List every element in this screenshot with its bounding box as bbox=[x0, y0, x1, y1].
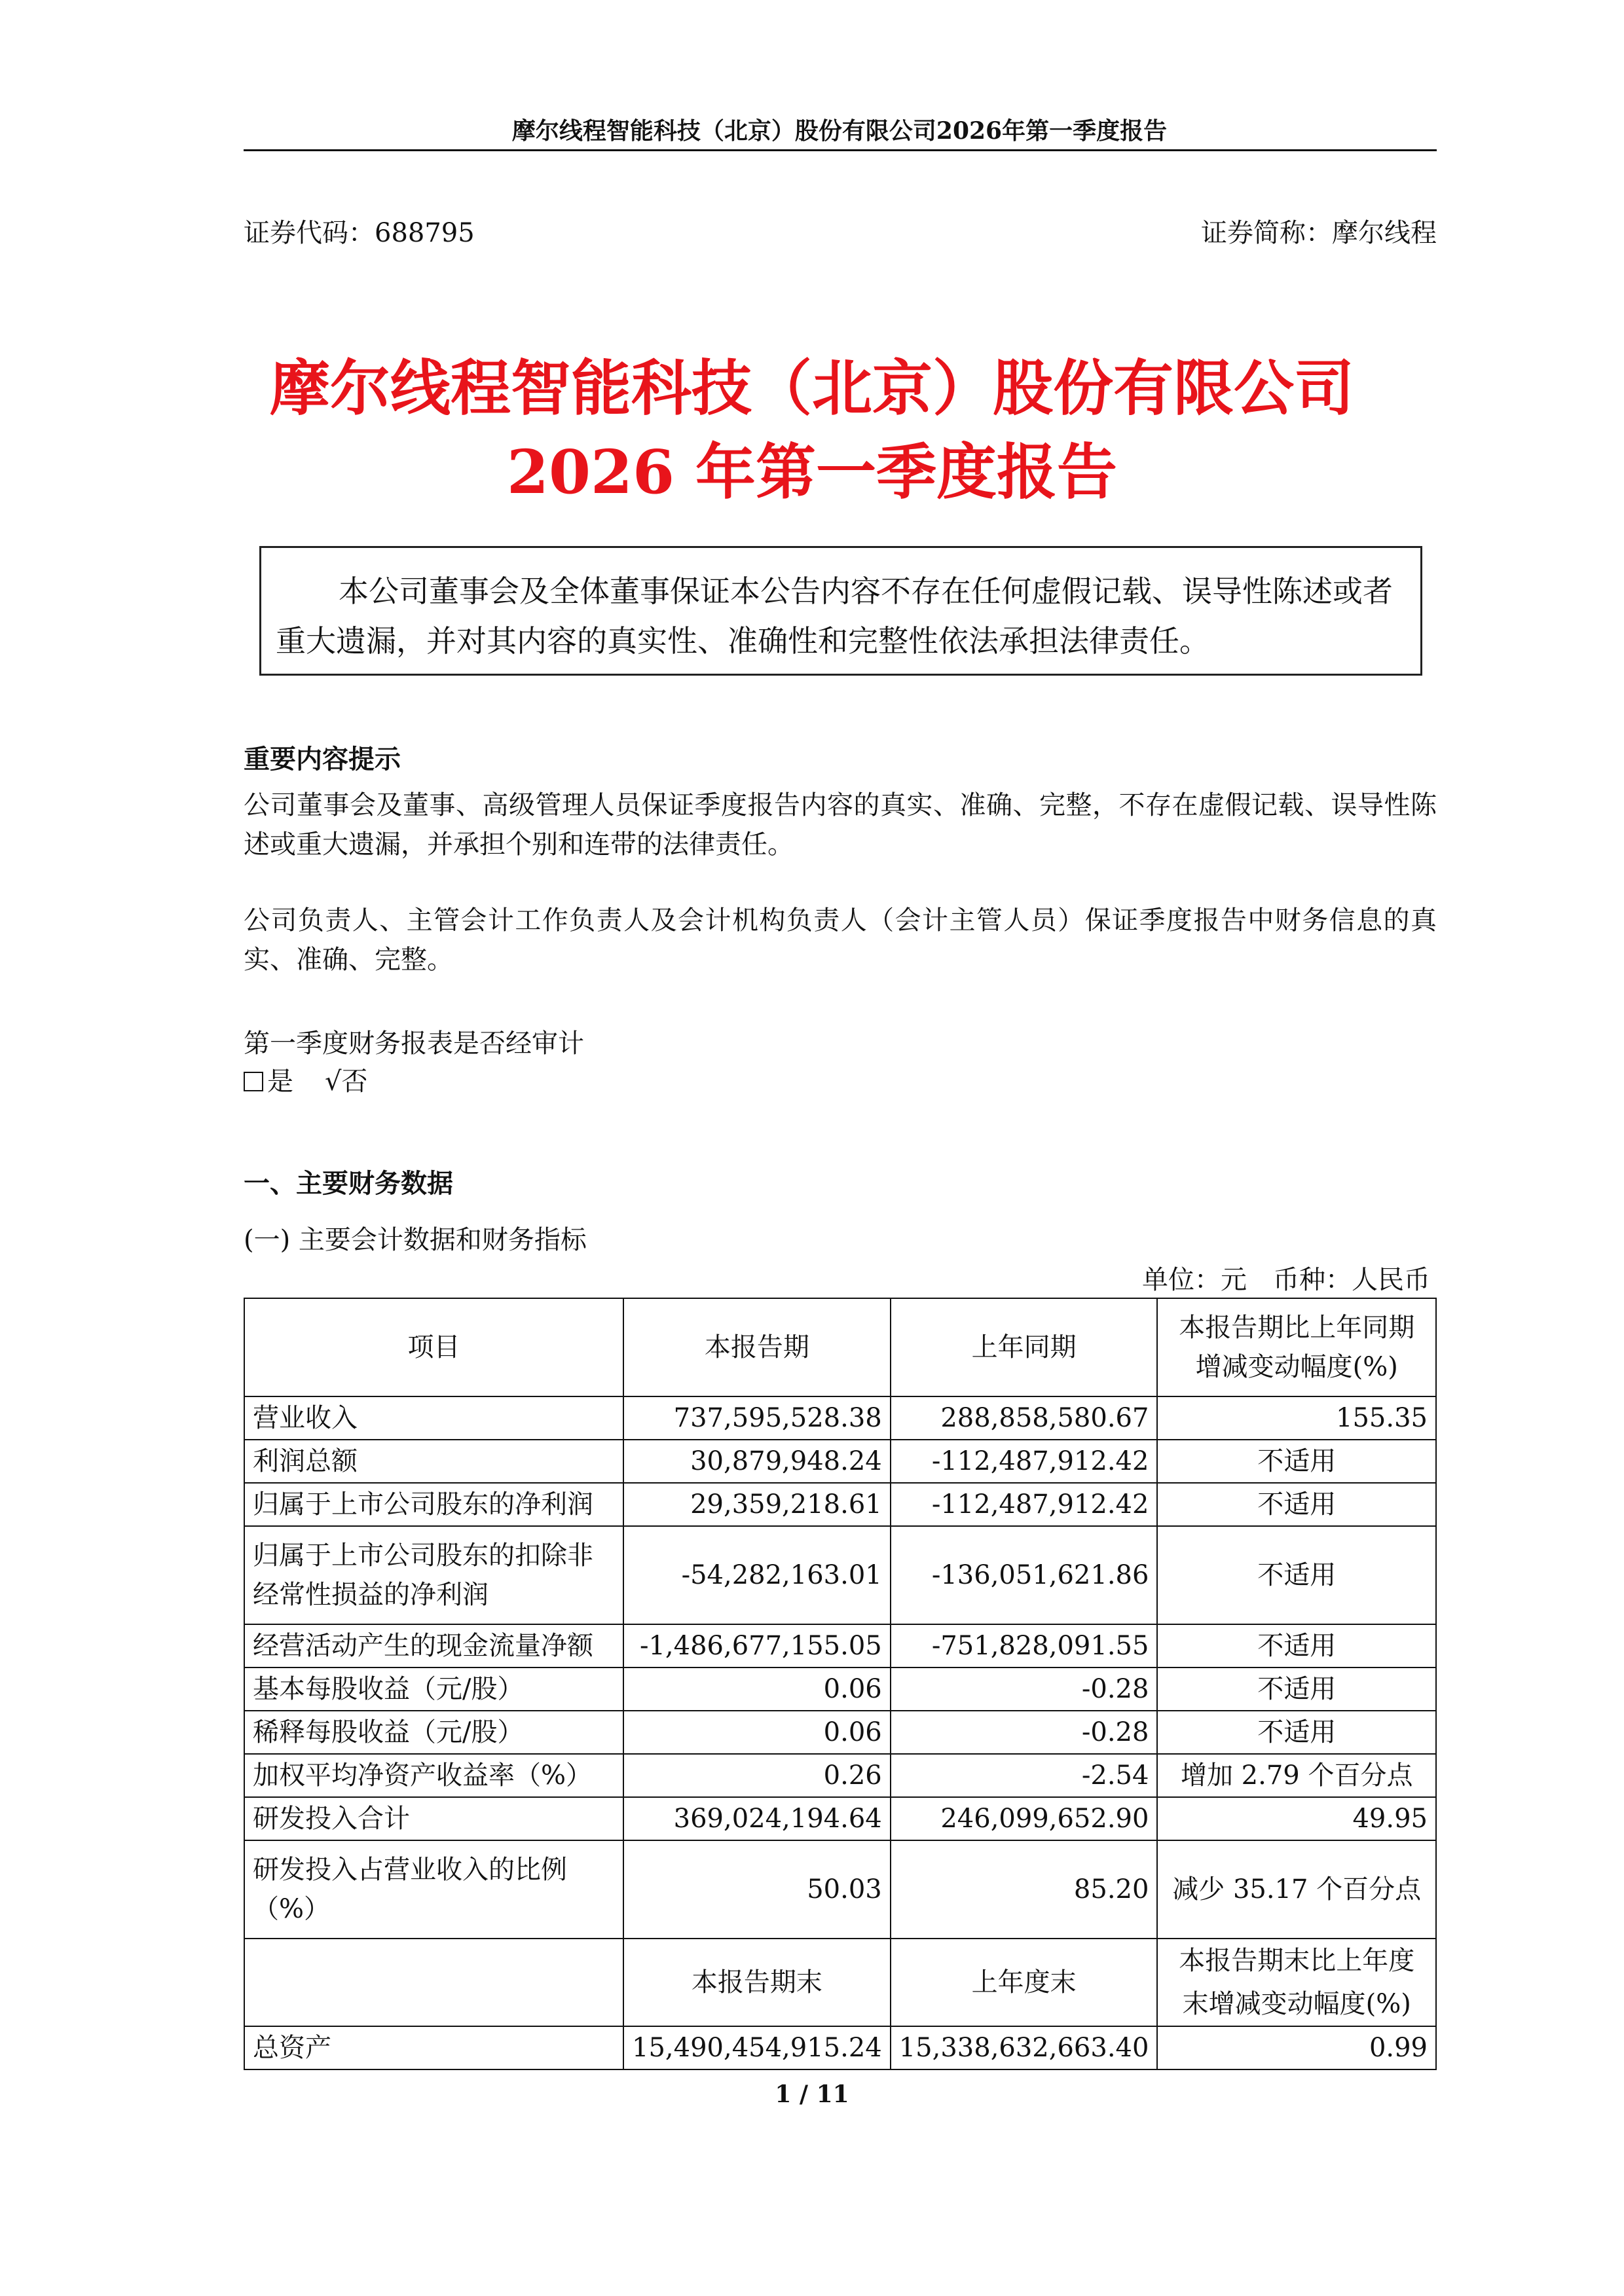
table-row bbox=[244, 1526, 1436, 1624]
audit-question: 第一季度财务报表是否经审计 bbox=[244, 1029, 584, 1059]
page-header-title: 摩尔线程智能科技（北京）股份有限公司2026年第一季度报告 bbox=[511, 117, 1168, 145]
table-cell: 增加 2.79 个百分点 bbox=[1157, 1754, 1436, 1797]
table-cell: 15,338,632,663.40 bbox=[891, 2026, 1158, 2069]
table-cell: 稀释每股收益（元/股） bbox=[244, 1711, 623, 1754]
table-cell: 不适用 bbox=[1157, 1526, 1436, 1624]
table-cell: 155.35 bbox=[1157, 1396, 1436, 1440]
table-header-cell bbox=[244, 1939, 623, 2026]
table-row bbox=[244, 1711, 1436, 1754]
table-cell: 总资产 bbox=[244, 2026, 623, 2069]
table-cell: 经营活动产生的现金流量净额 bbox=[244, 1624, 623, 1667]
table-cell: 利润总额 bbox=[244, 1440, 623, 1483]
table-cell: 0.26 bbox=[623, 1754, 891, 1797]
table-cell: 15,490,454,915.24 bbox=[623, 2026, 891, 2069]
table-cell: 不适用 bbox=[1157, 1483, 1436, 1526]
board-notice-box bbox=[259, 546, 1422, 676]
table-cell: -2.54 bbox=[891, 1754, 1158, 1797]
page-number: 1 / 11 bbox=[775, 2081, 849, 2108]
table-cell: -0.28 bbox=[891, 1711, 1158, 1754]
table-row bbox=[244, 1667, 1436, 1711]
table-cell: 0.06 bbox=[623, 1711, 891, 1754]
table-cell: -54,282,163.01 bbox=[623, 1526, 891, 1624]
table-cell: 246,099,652.90 bbox=[891, 1797, 1158, 1840]
header-divider bbox=[244, 149, 1437, 151]
table-row bbox=[244, 1797, 1436, 1840]
security-short-name: 证券简称：摩尔线程 bbox=[1201, 218, 1437, 248]
table-row bbox=[244, 1754, 1436, 1797]
table-cell: 不适用 bbox=[1157, 1440, 1436, 1483]
table-cell: 基本每股收益（元/股） bbox=[244, 1667, 623, 1711]
table-header-cell: 本报告期 bbox=[623, 1298, 891, 1396]
option-yes-label: 是 bbox=[267, 1066, 293, 1097]
table-cell: 30,879,948.24 bbox=[623, 1440, 891, 1483]
section1-heading: 一、主要财务数据 bbox=[244, 1168, 453, 1199]
highlights-paragraph-1: 公司董事会及董事、高级管理人员保证季度报告内容的真实、准确、完整，不存在虚假记载、误导性陈述或重大遗漏，并承担个别和连带的法律责任。 bbox=[244, 790, 1437, 860]
table-row bbox=[244, 1440, 1436, 1483]
table-cell: 0.99 bbox=[1157, 2026, 1436, 2069]
table-cell: -112,487,912.42 bbox=[891, 1483, 1158, 1526]
security-code: 证券代码：688795 bbox=[244, 218, 475, 248]
table-header-cell: 上年度末 bbox=[891, 1939, 1158, 2026]
table-cell: 归属于上市公司股东的净利润 bbox=[244, 1483, 623, 1526]
table-header-cell: 本报告期末 bbox=[623, 1939, 891, 2026]
table-header-cell: 本报告期比上年同期增减变动幅度(%) bbox=[1157, 1298, 1436, 1396]
table-cell: 不适用 bbox=[1157, 1667, 1436, 1711]
highlights-heading: 重要内容提示 bbox=[244, 744, 401, 774]
audit-options bbox=[244, 1061, 368, 1098]
table-cell: 不适用 bbox=[1157, 1711, 1436, 1754]
unit-currency-note: 单位：元 币种：人民币 bbox=[1142, 1265, 1430, 1295]
table-cell: 研发投入合计 bbox=[244, 1797, 623, 1840]
table-header-cell: 上年同期 bbox=[891, 1298, 1158, 1396]
table-cell: -136,051,621.86 bbox=[891, 1526, 1158, 1624]
table-row bbox=[244, 1624, 1436, 1667]
section1-subheading: (一) 主要会计数据和财务指标 bbox=[244, 1225, 587, 1255]
table-cell: 减少 35.17 个百分点 bbox=[1157, 1840, 1436, 1939]
table-cell: 29,359,218.61 bbox=[623, 1483, 891, 1526]
checkbox-yes-icon bbox=[244, 1072, 263, 1091]
table-cell: 加权平均净资产收益率（%） bbox=[244, 1754, 623, 1797]
table-cell: 50.03 bbox=[623, 1840, 891, 1939]
board-notice-text: 本公司董事会及全体董事保证本公告内容不存在任何虚假记载、误导性陈述或者重大遗漏，并对其内容的真实性、准确性和完整性依法承担法律责任。 bbox=[276, 574, 1393, 659]
table-cell: -0.28 bbox=[891, 1667, 1158, 1711]
table-cell: -1,486,677,155.05 bbox=[623, 1624, 891, 1667]
table-cell: 737,595,528.38 bbox=[623, 1396, 891, 1440]
table-cell: 0.06 bbox=[623, 1667, 891, 1711]
highlights-paragraph-2: 公司负责人、主管会计工作负责人及会计机构负责人（会计主管人员）保证季度报告中财务信息的真实、准确、完整。 bbox=[244, 905, 1437, 975]
report-title-company: 摩尔线程智能科技（北京）股份有限公司 bbox=[269, 353, 1354, 424]
table-cell: 369,024,194.64 bbox=[623, 1797, 891, 1840]
table-row bbox=[244, 1840, 1436, 1939]
table-cell: 研发投入占营业收入的比例（%） bbox=[244, 1840, 623, 1939]
table-cell: -112,487,912.42 bbox=[891, 1440, 1158, 1483]
table-cell: 85.20 bbox=[891, 1840, 1158, 1939]
table-header-cell: 项目 bbox=[244, 1298, 623, 1396]
table-cell: 不适用 bbox=[1157, 1624, 1436, 1667]
financial-data-table bbox=[244, 1298, 1437, 2070]
table-header-row bbox=[244, 1298, 1436, 1396]
table-header-cell: 本报告期末比上年度末增减变动幅度(%) bbox=[1157, 1939, 1436, 2026]
table-row bbox=[244, 1483, 1436, 1526]
table-row bbox=[244, 1396, 1436, 1440]
table-cell: 288,858,580.67 bbox=[891, 1396, 1158, 1440]
table-cell: 归属于上市公司股东的扣除非经常性损益的净利润 bbox=[244, 1526, 623, 1624]
option-no-label: √否 bbox=[325, 1066, 368, 1097]
report-title-period: 2026 年第一季度报告 bbox=[506, 437, 1118, 507]
table-cell: 49.95 bbox=[1157, 1797, 1436, 1840]
table-cell: -751,828,091.55 bbox=[891, 1624, 1158, 1667]
table-header-row bbox=[244, 1939, 1436, 2026]
table-cell: 营业收入 bbox=[244, 1396, 623, 1440]
table-row bbox=[244, 2026, 1436, 2069]
